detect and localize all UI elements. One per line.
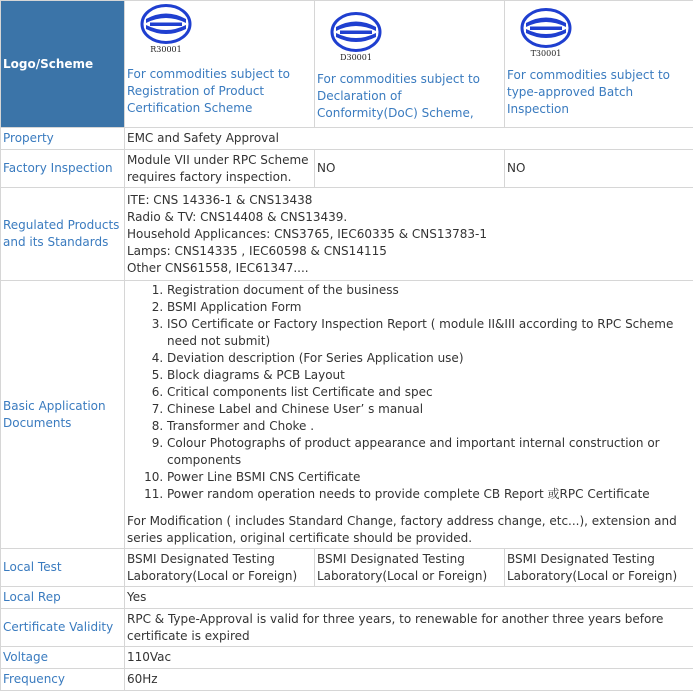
scheme-description: For commodities subject to Registration of Product Certification Scheme xyxy=(127,67,291,115)
document-item: 5. Block diagrams & PCB Layout xyxy=(167,367,691,384)
local-test-label: Local Test xyxy=(1,549,125,587)
factory-inspection-doc: NO xyxy=(315,150,505,188)
scheme-description: For commodities subject to type-approved Batch Inspection xyxy=(507,68,671,116)
row-application-documents xyxy=(1,281,693,549)
modification-note: For Modification ( includes Standard Change, factory address change, etc...), extension and series application, original certificate should be provided. xyxy=(127,514,677,545)
document-item: 1. Registration document of the business xyxy=(167,282,691,299)
document-item: 3. ISO Certificate or Factory Inspection Report ( module II&III according to RPC Scheme need not submit) xyxy=(167,316,691,350)
voltage-value: 110Vac xyxy=(125,647,693,669)
voltage-label: Voltage xyxy=(1,647,125,669)
document-item: 7. Chinese Label and Chinese User’ s manual xyxy=(167,401,691,418)
bsmi-mark-icon xyxy=(330,12,382,52)
scheme-batch-cell xyxy=(505,1,693,128)
row-regulated-products xyxy=(1,188,693,281)
factory-inspection-label: Factory Inspection xyxy=(1,150,125,188)
local-test-batch: BSMI Designated Testing Laboratory(Local or Foreign) xyxy=(505,549,693,587)
application-documents-label: Basic Application Documents xyxy=(1,281,125,549)
row-certificate-validity xyxy=(1,609,693,647)
row-local-test xyxy=(1,549,693,587)
local-test-doc: BSMI Designated Testing Laboratory(Local or Foreign) xyxy=(315,549,505,587)
document-item: 4. Deviation description (For Series Application use) xyxy=(167,350,691,367)
document-item: 2. BSMI Application Form xyxy=(167,299,691,316)
document-item: 10. Power Line BSMI CNS Certificate xyxy=(167,469,691,486)
row-factory-inspection xyxy=(1,150,693,188)
row-frequency xyxy=(1,669,693,691)
scheme-code: D30001 xyxy=(340,53,372,62)
scheme-code: T30001 xyxy=(530,49,562,58)
standard-line: Radio & TV: CNS14408 & CNS13439. xyxy=(127,209,348,224)
local-rep-value: Yes xyxy=(125,587,693,609)
document-item: 11. Power random operation needs to provide complete CB Report 或RPC Certificate xyxy=(167,486,691,503)
scheme-code: R30001 xyxy=(150,45,182,54)
certificate-validity-value: RPC & Type-Approval is valid for three years, to renewable for another three years before certificate is expired xyxy=(125,609,693,647)
standard-line: ITE: CNS 14336-1 & CNS13438 xyxy=(127,192,313,207)
frequency-value: 60Hz xyxy=(125,669,693,691)
bsmi-mark-rpc xyxy=(131,4,201,55)
standard-line: Household Applicances: CNS3765, IEC60335 & CNS13783-1 xyxy=(127,226,487,241)
certificate-validity-label: Certificate Validity xyxy=(1,609,125,647)
property-label: Property xyxy=(1,128,125,150)
bsmi-mark-batch xyxy=(511,8,581,59)
property-value: EMC and Safety Approval xyxy=(125,128,693,150)
bsmi-mark-doc xyxy=(321,12,391,63)
row-logo-scheme xyxy=(1,1,693,128)
factory-inspection-rpc: Module VII under RPC Scheme requires factory inspection. xyxy=(125,150,315,188)
local-rep-label: Local Rep xyxy=(1,587,125,609)
document-item: 8. Transformer and Choke . xyxy=(167,418,691,435)
application-documents-value xyxy=(125,281,693,549)
documents-list xyxy=(127,282,691,503)
bsmi-mark-icon xyxy=(520,8,572,48)
standard-line: Lamps: CNS14335 , IEC60598 & CNS14115 xyxy=(127,243,387,258)
regulated-products-value xyxy=(125,188,693,281)
bsmi-mark-icon xyxy=(140,4,192,44)
scheme-rpc-cell xyxy=(125,1,315,128)
local-test-rpc: BSMI Designated Testing Laboratory(Local or Foreign) xyxy=(125,549,315,587)
scheme-doc-cell xyxy=(315,1,505,128)
regulated-products-label: Regulated Products and its Standards xyxy=(1,188,125,281)
scheme-description: For commodities subject to Declaration of Conformity(DoC) Scheme, xyxy=(317,72,481,120)
document-item: 6. Critical components list Certificate and spec xyxy=(167,384,691,401)
logo-scheme-label: Logo/Scheme xyxy=(1,1,125,128)
row-local-rep xyxy=(1,587,693,609)
document-item: 9. Colour Photographs of product appearance and important internal construction or components xyxy=(167,435,691,469)
frequency-label: Frequency xyxy=(1,669,125,691)
row-property xyxy=(1,128,693,150)
row-voltage xyxy=(1,647,693,669)
standard-line: Other CNS61558, IEC61347.... xyxy=(127,260,309,275)
factory-inspection-batch: NO xyxy=(505,150,693,188)
